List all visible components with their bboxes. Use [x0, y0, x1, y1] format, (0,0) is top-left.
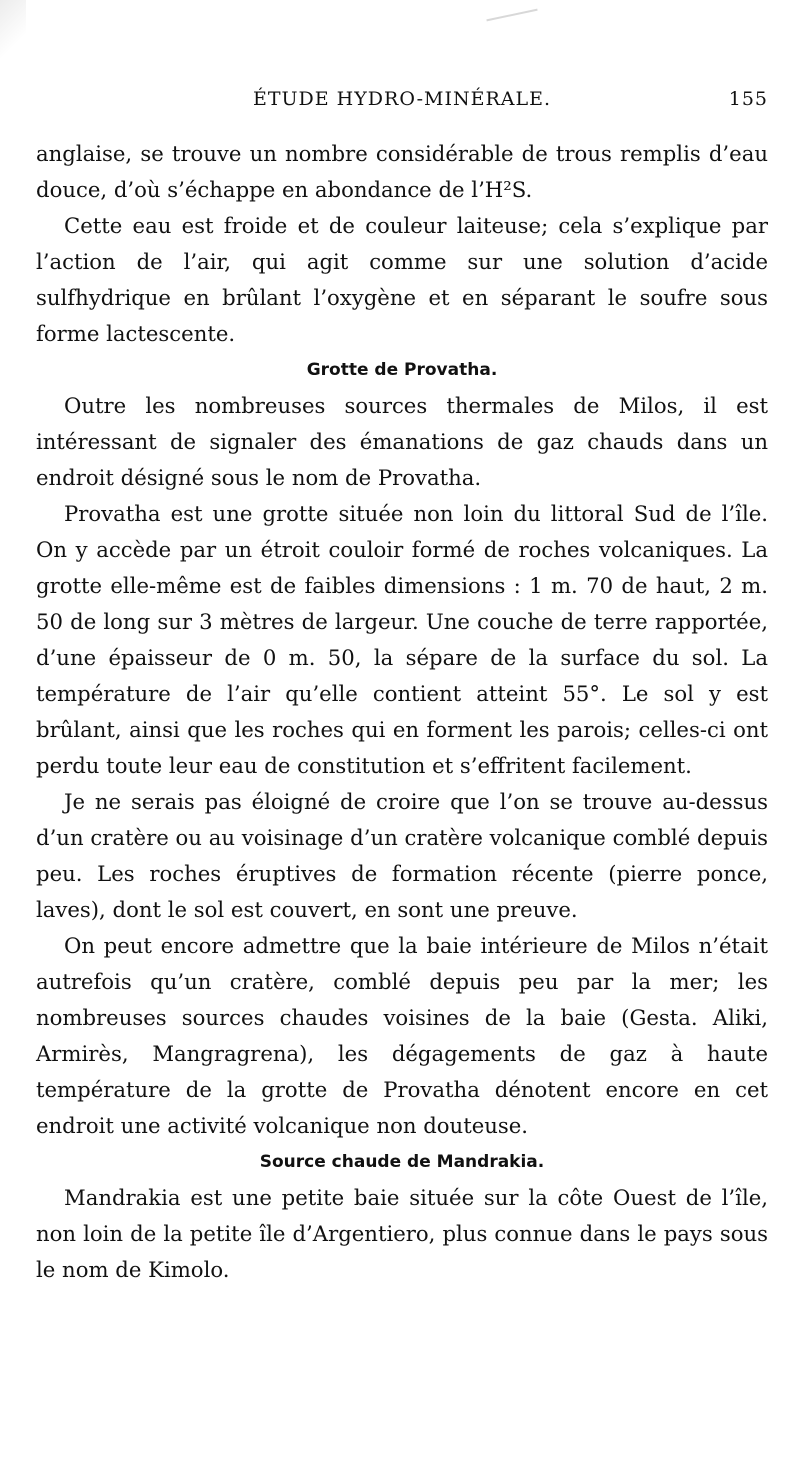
running-title: ÉTUDE HYDRO-MINÉRALE. — [252, 88, 552, 110]
paragraph: Outre les nombreuses sources thermales de Milos, il est intéressant de signaler des émanations de gaz chauds dans un endroit désigné sous le nom de Provatha. — [36, 393, 768, 490]
paragraph: Provatha est une grotte située non loin du littoral Sud de l’île. On y accède par un étroit couloir formé de roches volcaniques. La grotte elle-même est de faibles dimensions : 1 m. 70 de haut, 2 m. 50 de long sur 3 mètres de largeur. Une couche de terre rapportée, d’une épaisseur de 0 m. 50, la sépare de la surface du sol. La température de l’air qu’elle contient atteint 55°. Le sol y est brûlant, ainsi que les roches qui en forment les parois; celles-ci ont perdu toute leur eau de constitution et s’effritent facilement. — [36, 501, 768, 778]
section-heading-provatha: Grotte de Provatha. — [306, 360, 498, 380]
page-number: 155 — [728, 88, 768, 110]
paragraph: Cette eau est froide et de couleur laiteuse; cela s’explique par l’action de l’air, qui agit comme sur une solution d’acide sulfhydrique en brûlant l’oxygène et en séparant le soufre sous forme lactescente. — [36, 213, 768, 346]
paragraph-continued: anglaise, se trouve un nombre considérable de trous remplis d’eau douce, d’où s’échappe en abondance de l’H²S. — [36, 141, 768, 202]
section-heading-mandrakia: Source chaude de Mandrakia. — [259, 1152, 545, 1172]
paper-stain — [0, 0, 26, 60]
ink-smudge — [486, 9, 537, 22]
paragraph: Mandrakia est une petite baie située sur la côte Ouest de l’île, non loin de la petite île d’Argentiero, plus connue dans le pays sous le nom de Kimolo. — [36, 1185, 768, 1282]
page-header — [36, 88, 768, 118]
paragraph: Je ne serais pas éloigné de croire que l’on se trouve au-dessus d’un cratère ou au voisinage d’un cratère volcanique comblé depuis peu. Les roches éruptives de formation récente (pierre ponce, laves), dont le sol est couvert, en sont une preuve. — [36, 789, 768, 922]
paragraph: On peut encore admettre que la baie intérieure de Milos n’était autrefois qu’un cratère, comblé depuis peu par la mer; les nombreuses sources chaudes voisines de la baie (Gesta. Aliki, Armirès, Mangragrena), les dégagements de gaz à haute température de la grotte de Provatha dénotent encore en cet endroit une activité volcanique non douteuse. — [36, 933, 768, 1138]
body-text — [36, 136, 768, 1288]
